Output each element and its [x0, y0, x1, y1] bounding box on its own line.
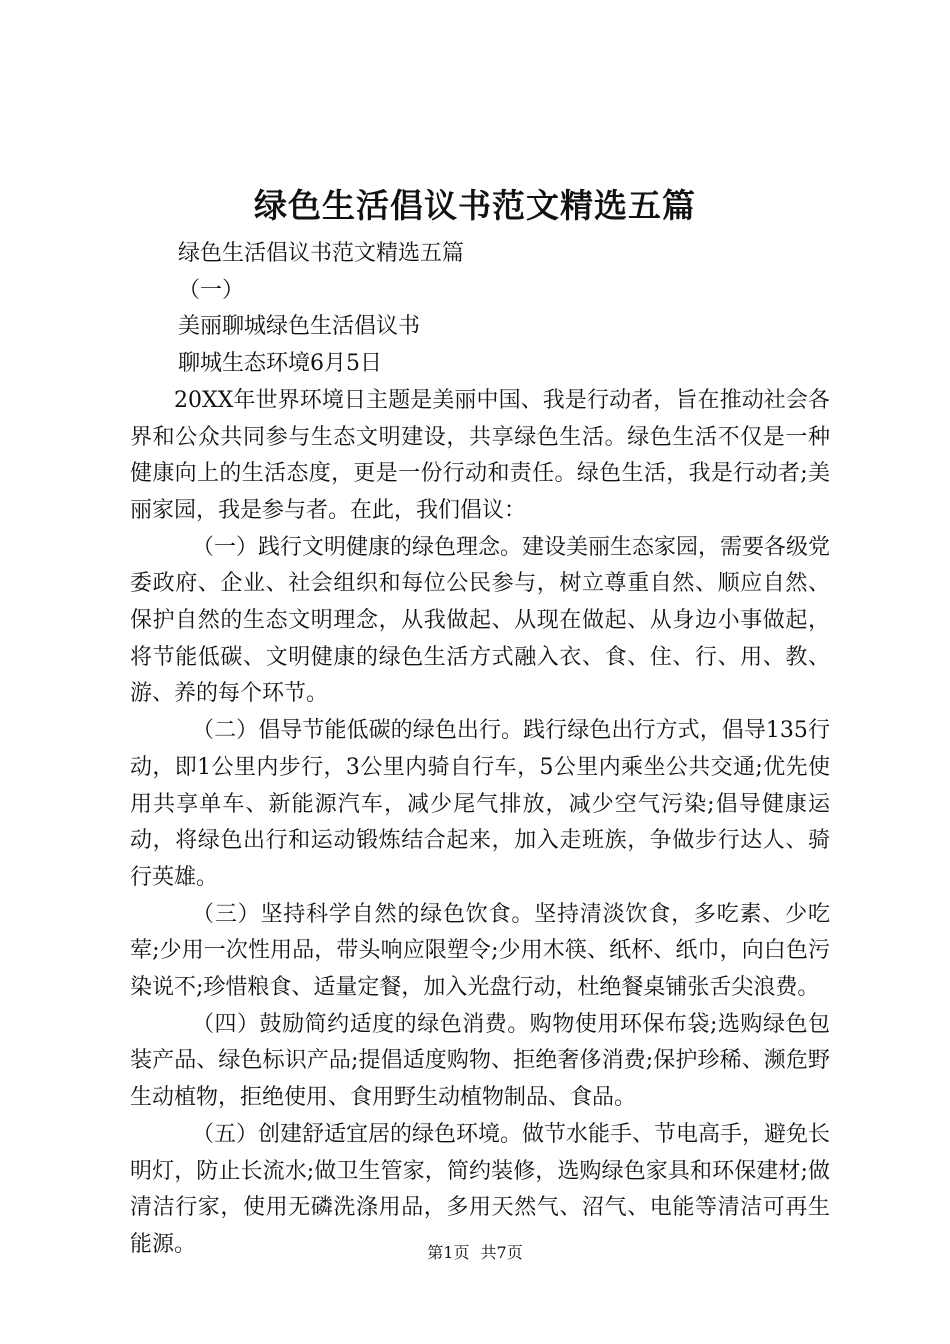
document-title: 绿色生活倡议书范文精选五篇 — [254, 186, 696, 225]
intro-paragraph: 20XX年世界环境日主题是美丽中国、我是行动者，旨在推动社会各界和公众共同参与生态文明建设，共享绿色生活。绿色生活不仅是一种健康向上的生活态度，更是一份行动和责任。绿色生活，我是行动者;美丽家园，我是参与者。在此，我们倡议： — [130, 387, 830, 523]
page-number: 第1页 — [427, 1243, 470, 1262]
document-body — [130, 236, 830, 1264]
paragraph-three: （三）坚持科学自然的绿色饮食。坚持清淡饮食，多吃素、少吃荤;少用一次性用品，带头响应限塑令;少用木筷、纸杯、纸巾，向白色污染说不;珍惜粮食、适量定餐，加入光盘行动，杜绝餐桌铺张舌尖浪费。 — [130, 901, 830, 1001]
paragraph-two: （二）倡导节能低碳的绿色出行。践行绿色出行方式，倡导135行动，即1公里内步行，3公里内骑自行车，5公里内乘坐公共交通;优先使用共享单车、新能源汽车，减少尾气排放，减少空气污染;倡导健康运动，将绿色出行和运动锻炼结合起来，加入走班族，争做步行达人、骑行英雄。 — [130, 718, 830, 890]
paragraph-five: （五）创建舒适宜居的绿色环境。做节水能手、节电高手，避免长明灯，防止长流水;做卫生管家，简约装修，选购绿色家具和环保建材;做清洁行家，使用无磷洗涤用品，多用天然气、沼气、电能等清洁可再生能源。 — [130, 1121, 831, 1257]
section-marker: （一） — [178, 277, 245, 303]
page-total: 共7页 — [480, 1243, 523, 1262]
author-date-line: 聊城生态环境6月5日 — [178, 351, 382, 377]
letter-heading: 美丽聊城绿色生活倡议书 — [178, 314, 421, 340]
subtitle-line: 绿色生活倡议书范文精选五篇 — [178, 241, 465, 266]
paragraph-four: （四）鼓励简约适度的绿色消费。购物使用环保布袋;选购绿色包装产品、绿色标识产品;提倡适度购物、拒绝奢侈消费;保护珍稀、濒危野生动植物，拒绝使用、食用野生动植物制品、食品。 — [130, 1011, 830, 1111]
paragraph-one: （一）践行文明健康的绿色理念。建设美丽生态家园，需要各级党委政府、企业、社会组织和每位公民参与，树立尊重自然、顺应自然、保护自然的生态文明理念，从我做起、从现在做起、从身边小事做起，将节能低碳、文明健康的绿色生活方式融入衣、食、住、行、用、教、游、养的每个环节。 — [130, 534, 831, 707]
page-footer — [0, 1242, 950, 1264]
